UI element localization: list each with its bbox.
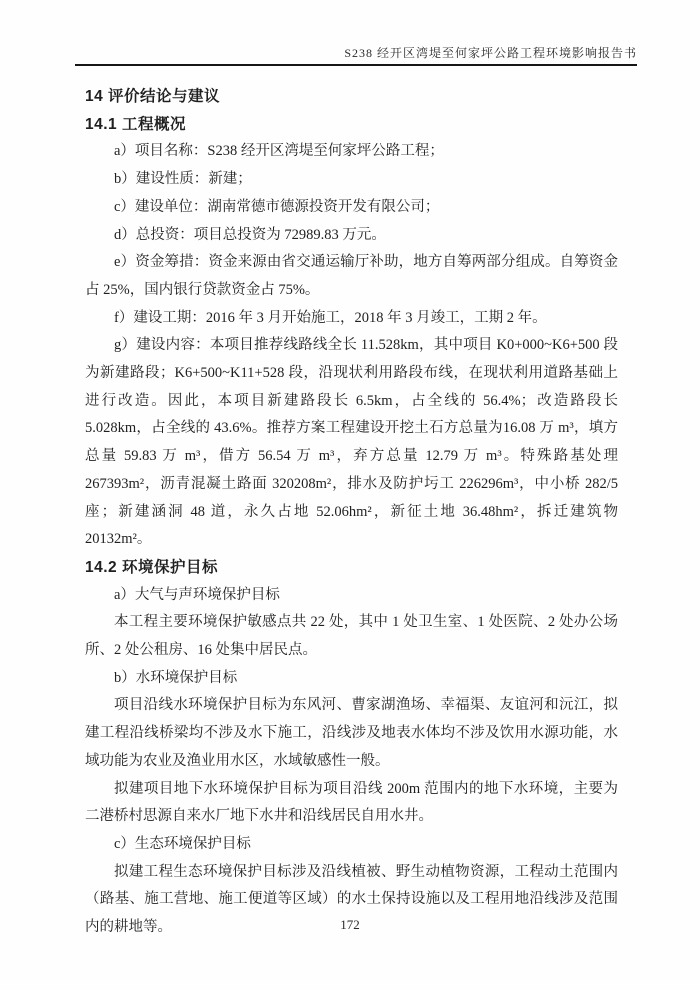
water-target-paragraph-surface: 项目沿线水环境保护目标为东风河、曹家湖渔场、幸福渠、友谊河和沅江，拟建工程沿线桥梁均不涉及水下施工，沿线涉及地表水体均不涉及饮用水源功能，水域功能为农业及渔业用水区，水域敏感性一般。 — [85, 697, 618, 769]
water-target-heading: b）水环境保护目标 — [114, 669, 238, 686]
section-14-1-heading: 14.1 工程概况 — [85, 115, 186, 133]
item-b-construction-nature: b）建设性质：新建； — [114, 171, 252, 188]
item-e-funding: e）资金筹措：资金来源由省交通运输厅补助，地方自筹两部分组成。自筹资金占 25%，国内银行贷款资金占 75%。 — [85, 254, 618, 298]
air-noise-target-heading: a）大气与声环境保护目标 — [114, 586, 280, 603]
running-header-title: S238 经开区湾堤至何家坪公路工程环境影响报告书 — [344, 46, 637, 60]
header-rule — [75, 64, 637, 66]
page-number: 172 — [340, 917, 360, 932]
water-target-paragraph-groundwater: 拟建项目地下水环境保护目标为项目沿线 200m 范围内的地下水环境，主要为二港桥村思源自来水厂地下水井和沿线居民自用水井。 — [85, 780, 618, 825]
section-14-heading: 14 评价结论与建议 — [85, 88, 221, 105]
air-noise-target-paragraph: 本工程主要环境保护敏感点共 22 处，其中 1 处卫生室、1 处医院、2 处办公场所、2 处公租房、16 处集中居民点。 — [85, 614, 618, 659]
item-a-project-name: a）项目名称：S238 经开区湾堤至何家坪公路工程； — [114, 143, 444, 160]
document-body — [85, 83, 618, 942]
item-c-construction-unit: c）建设单位：湖南常德市德源投资开发有限公司； — [114, 198, 440, 215]
item-d-total-investment: d）总投资：项目总投资为 72989.83 万元。 — [114, 226, 386, 243]
item-g-construction-content: g）建设内容：本项目推荐线路线全长 11.528km，其中项目 K0+000~K6+500 段为新建路段；K6+500~K11+528 段，沿现状利用路段布线，在现状利用道路基础上进行改造。因此，本项目新建路段长 6.5km，占全线的 56.4%；改造路段长 5.028km，占全线的 43.6%。推荐方案工程建设开挖土石方总量为16.08 万 m³，填方总量 59.83 万 m³，借方 56.54 万 m³，弃方总量 12.79 万 m³。特殊路基处理 267393m²，沥青混凝土路面 320208m²，排水及防护圬工 226296m³，中小桥 282/5 座；新建涵洞 48 道，永久占地 52.06hm²，新征土地 36.48hm²，拆迁建筑物 20132m²。 — [85, 337, 618, 548]
item-f-construction-period: f）建设工期：2016 年 3 月开始施工，2018 年 3 月竣工，工期 2 年。 — [114, 309, 547, 326]
section-14-2-heading: 14.2 环境保护目标 — [85, 558, 218, 576]
ecology-target-heading: c）生态环境保护目标 — [114, 835, 251, 852]
ecology-target-paragraph: 拟建工程生态环境保护目标涉及沿线植被、野生动植物资源，工程动土范围内（路基、施工营地、施工便道等区域）的水土保持设施以及工程用地沿线涉及范围内的耕地等。 — [85, 863, 618, 936]
